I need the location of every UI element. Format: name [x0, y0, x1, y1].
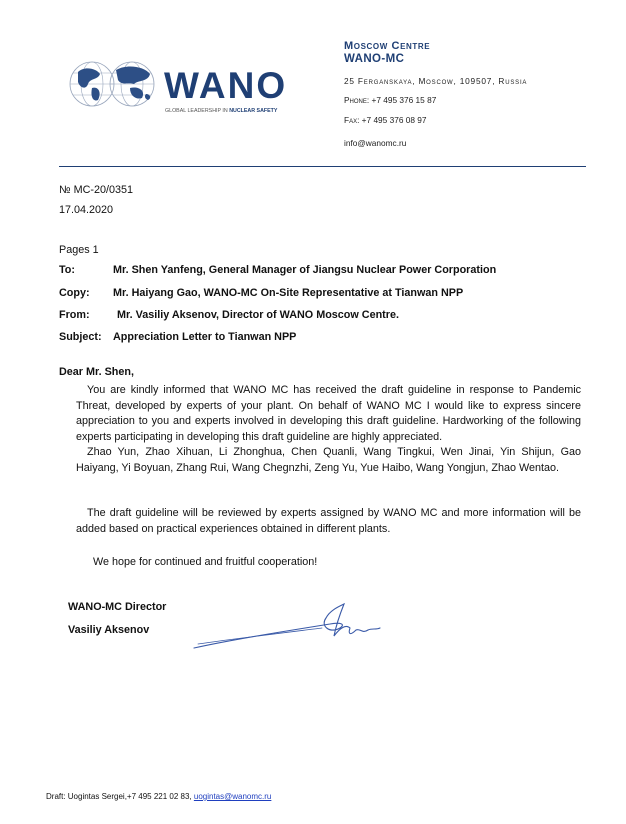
- org-email[interactable]: info@wanomc.ru: [344, 138, 407, 148]
- to-value: Mr. Shen Yanfeng, General Manager of Jiangsu Nuclear Power Corporation: [113, 264, 497, 276]
- salutation: Dear Mr. Shen,: [59, 366, 135, 378]
- org-subname: WANO-MC: [344, 53, 405, 65]
- closing-line: [93, 555, 563, 571]
- subject-label: Subject:: [59, 331, 102, 343]
- org-address: 25 Ferganskaya, Moscow, 109507, Russia: [344, 76, 528, 86]
- copy-value: Mr. Haiyang Gao, WANO-MC On-Site Representative at Tianwan NPP: [113, 287, 464, 299]
- reference-date: 17.04.2020: [59, 204, 114, 216]
- org-phone: Phone: +7 495 376 15 87: [344, 95, 437, 105]
- logo-tagline: GLOBAL LEADERSHIP IN NUCLEAR SAFETY: [165, 108, 278, 114]
- draft-footer: [46, 792, 271, 801]
- reference-number: № MC-20/0351: [59, 184, 133, 196]
- globe-icon: [110, 62, 154, 106]
- page-count: Pages 1: [59, 244, 99, 256]
- org-name: Moscow Centre: [344, 40, 431, 52]
- handwritten-signature: [190, 598, 390, 660]
- letter-body: [76, 383, 581, 477]
- footer-text: Draft: Uogintas Sergei,+7 495 221 02 83,: [46, 792, 194, 801]
- paragraph-3: The draft guideline will be reviewed by experts assigned by WANO MC and more information will be added based on practical experiences obtained in different plants.: [76, 507, 581, 535]
- wano-logo: [68, 60, 308, 122]
- logo-wordmark: WANO: [164, 65, 288, 106]
- copy-label: Copy:: [59, 287, 90, 299]
- from-value: Mr. Vasiliy Aksenov, Director of WANO Moscow Centre.: [117, 309, 399, 321]
- subject-value: Appreciation Letter to Tianwan NPP: [113, 331, 297, 343]
- paragraph-2: Zhao Yun, Zhao Xihuan, Li Zhonghua, Chen Quanli, Wang Tingkui, Wen Jinai, Yin Shijun, Gao Haiyang, Yi Boyuan, Zhang Rui, Wang Chegnzhi, Zeng Yu, Yue Haibo, Wang Yongjun, Zhao Wentao.: [76, 446, 581, 474]
- letterhead-divider: [59, 166, 586, 167]
- from-label: From:: [59, 309, 90, 321]
- letter-body-2: [76, 506, 581, 537]
- footer-email-link[interactable]: uogintas@wanomc.ru: [193, 792, 272, 801]
- signatory-title: WANO-MC Director: [68, 601, 167, 613]
- org-fax: Fax: +7 495 376 08 97: [344, 115, 427, 125]
- paragraph-4: We hope for continued and fruitful cooperation!: [93, 556, 318, 568]
- globe-icon: [70, 62, 114, 106]
- signatory-name: Vasiliy Aksenov: [68, 624, 150, 636]
- paragraph-1: You are kindly informed that WANO MC has received the draft guideline in response to Pandemic Threat, developed by experts of your plant. On behalf of WANO MC I would like to express sincere appreciation to you and experts involved in developing this draft guideline. Hardworking of the following experts participating in developing this draft guideline are highly appreciated.: [76, 384, 581, 443]
- to-label: To:: [59, 264, 75, 276]
